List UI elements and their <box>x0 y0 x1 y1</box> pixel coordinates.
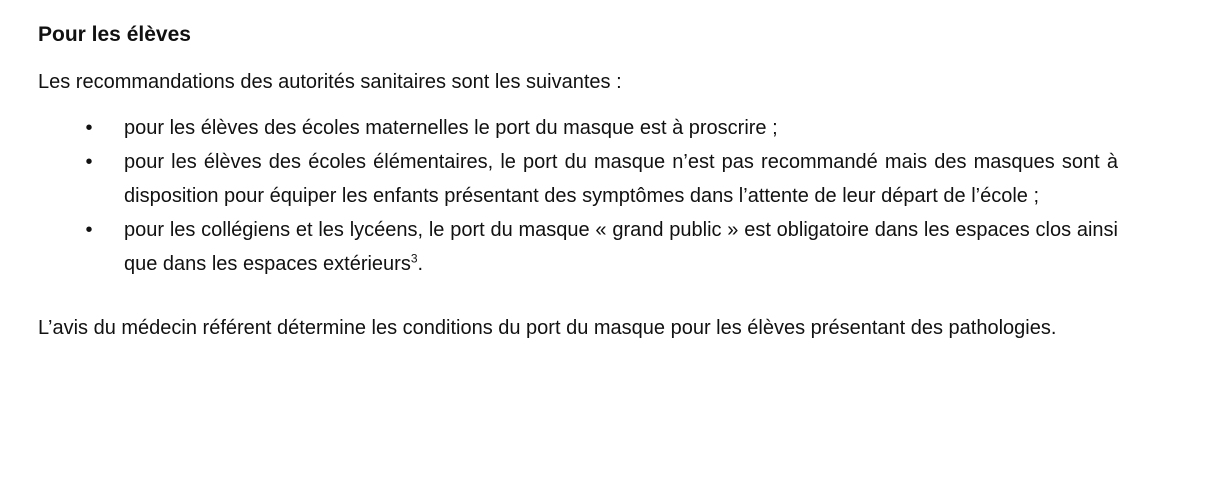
section-heading: Pour les élèves <box>38 23 191 46</box>
intro-paragraph: Les recommandations des autorités sanitaires sont les suivantes : <box>38 71 622 93</box>
bullet-icon: • <box>85 151 93 173</box>
list-item-colleges-lycees <box>38 213 1118 281</box>
list-item-text: pour les élèves des écoles élémentaires, le port du masque n’est pas recommandé mais des masques sont à disposition pour équiper les enfants présentant des symptômes dans l’attente de leur départ de l’école ; <box>124 151 1118 207</box>
list-item-text: pour les collégiens et les lycéens, le port du masque « grand public » est obligatoire dans les espaces clos ainsi que dans les espaces extérieurs <box>124 219 1118 275</box>
list-item-suffix: . <box>417 253 424 275</box>
list-item-maternelles <box>38 111 1118 145</box>
recommendations-list <box>38 111 1118 281</box>
bullet-icon: • <box>85 117 93 139</box>
document-page <box>38 18 1118 345</box>
list-item-text: pour les élèves des écoles maternelles le port du masque est à proscrire ; <box>124 117 778 139</box>
footnote-reference[interactable]: 3 <box>410 251 418 266</box>
bullet-icon: • <box>85 219 93 241</box>
closing-paragraph: L’avis du médecin référent détermine les conditions du port du masque pour les élèves présentant des pathologies. <box>38 317 1057 339</box>
list-item-elementaires <box>38 145 1118 213</box>
